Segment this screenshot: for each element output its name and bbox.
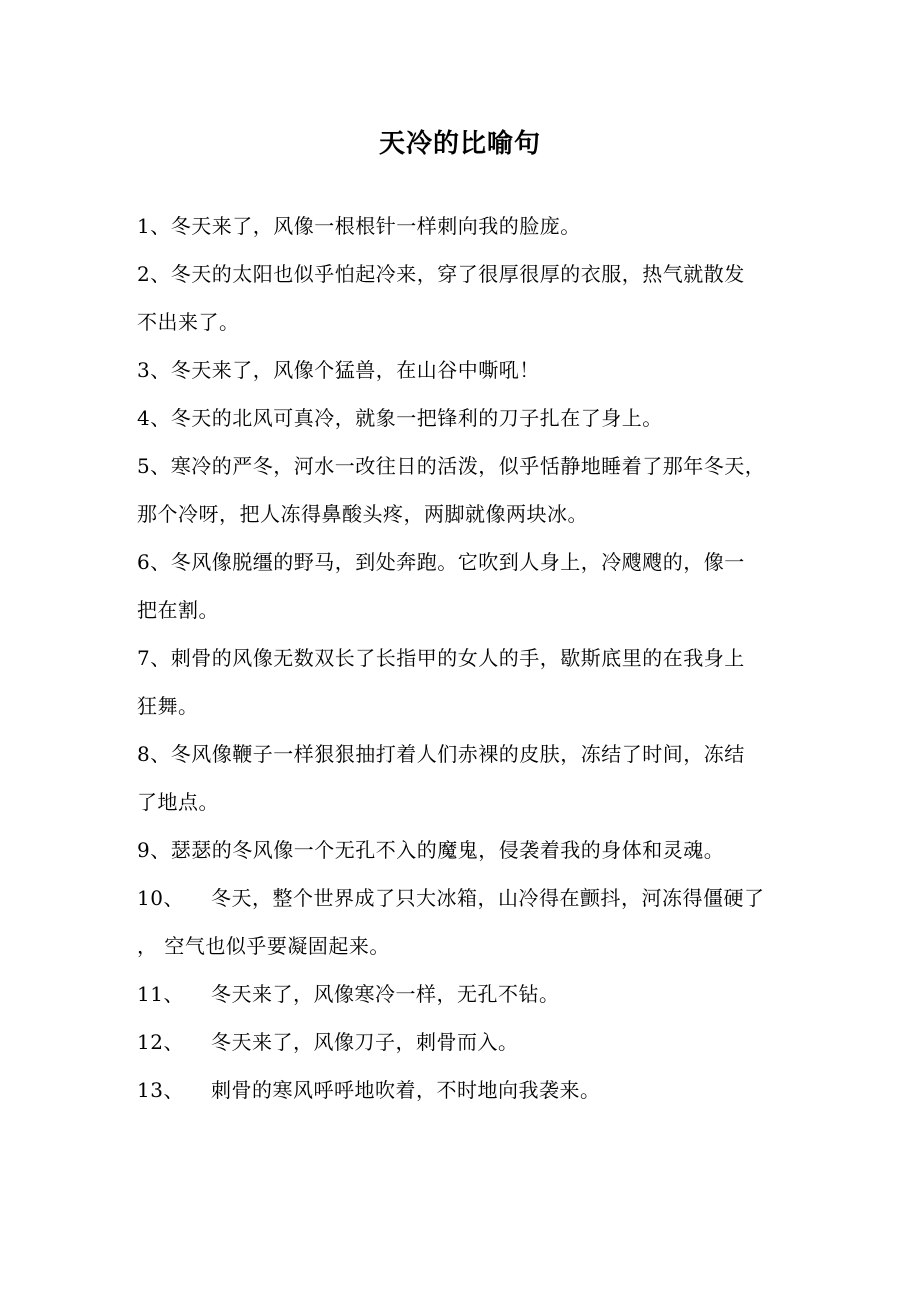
item-text: 冬风像脱缰的野马，到处奔跑。它吹到人身上，冷飕飕的，像一 [170, 550, 745, 574]
list-item [137, 730, 797, 778]
list-item-continuation [137, 778, 797, 826]
item-text: 冬风像鞭子一样狠狠抽打着人们赤裸的皮肤，冻结了时间，冻结 [170, 742, 745, 766]
item-text: 那个冷呀，把人冻得鼻酸头疼，两脚就像两块冰。 [137, 502, 588, 526]
item-number: 10、 [137, 886, 184, 910]
list-item [137, 826, 797, 874]
list-item [137, 1018, 797, 1066]
list-item-continuation [137, 490, 797, 538]
item-number: 2、 [137, 262, 171, 286]
item-number: 13、 [137, 1078, 184, 1102]
item-text: 冬天来了，风像个猛兽，在山谷中嘶吼！ [170, 358, 540, 382]
item-number: 11、 [137, 982, 184, 1006]
item-number: 4、 [137, 406, 171, 430]
list-item-continuation [137, 922, 797, 970]
item-text: 不出来了。 [137, 310, 240, 334]
item-text: ， 空气也似乎要凝固起来。 [137, 934, 390, 958]
item-text: 狂舞。 [137, 694, 199, 718]
list-item [137, 538, 797, 586]
sentence-list [137, 202, 797, 1114]
list-item [137, 874, 797, 922]
item-number: 7、 [137, 646, 171, 670]
list-item [137, 442, 797, 490]
item-text: 冬天来了，风像刀子，刺骨而入。 [211, 1030, 519, 1054]
item-number: 5、 [137, 454, 171, 478]
item-number: 1、 [137, 214, 171, 238]
item-text: 刺骨的风像无数双长了长指甲的女人的手，歇斯底里的在我身上 [170, 646, 745, 670]
item-text: 了地点。 [137, 790, 219, 814]
list-item [137, 346, 797, 394]
list-item [137, 250, 797, 298]
list-item-continuation [137, 298, 797, 346]
list-item [137, 202, 797, 250]
list-item [137, 394, 797, 442]
page-title: 天冷的比喻句 [378, 129, 541, 159]
list-item [137, 1066, 797, 1114]
item-text: 瑟瑟的冬风像一个无孔不入的魔鬼，侵袭着我的身体和灵魂。 [170, 838, 725, 862]
list-item [137, 970, 797, 1018]
item-text: 冬天的北风可真冷，就象一把锋利的刀子扎在了身上。 [170, 406, 663, 430]
item-text: 寒冷的严冬，河水一改往日的活泼，似乎恬静地睡着了那年冬天， [170, 454, 766, 478]
item-text: 把在割。 [137, 598, 219, 622]
item-number: 8、 [137, 742, 171, 766]
item-number: 3、 [137, 358, 171, 382]
item-number: 6、 [137, 550, 171, 574]
list-item-continuation [137, 682, 797, 730]
item-number: 9、 [137, 838, 171, 862]
list-item [137, 634, 797, 682]
item-text: 冬天的太阳也似乎怕起冷来，穿了很厚很厚的衣服，热气就散发 [170, 262, 745, 286]
item-text: 冬天来了，风像一根根针一样刺向我的脸庞。 [170, 214, 581, 238]
list-item-continuation [137, 586, 797, 634]
item-text: 刺骨的寒风呼呼地吹着，不时地向我袭来。 [211, 1078, 601, 1102]
item-number: 12、 [137, 1030, 184, 1054]
item-text: 冬天，整个世界成了只大冰箱，山冷得在颤抖，河冻得僵硬了 [211, 886, 765, 910]
item-text: 冬天来了，风像寒冷一样，无孔不钻。 [211, 982, 560, 1006]
